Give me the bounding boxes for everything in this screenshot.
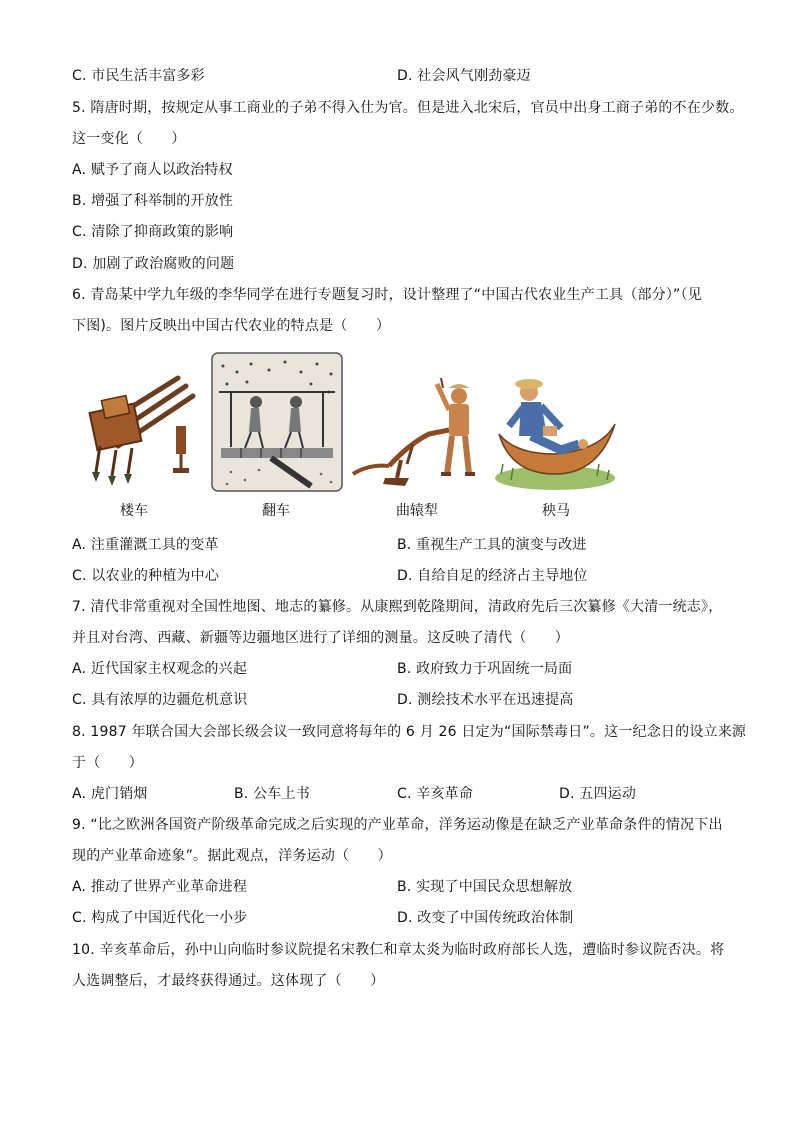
q5-option-a: A. 赋予了商人以政治特权 bbox=[72, 162, 233, 178]
seedling-boat-illustration bbox=[491, 370, 619, 494]
q9-stem-line1: 9. “比之欧洲各国资产阶级革命完成之后实现的产业革命，洋务运动像是在缺乏产业革命条件的情况下出 bbox=[72, 817, 723, 833]
curved-plough-illustration bbox=[349, 374, 491, 492]
q4-option-d: D. 社会风气刚劲豪迈 bbox=[397, 68, 531, 84]
q7-stem-line2: 并且对台湾、西藏、新疆等边疆地区进行了详细的测量。这反映了清代（ ） bbox=[72, 630, 569, 646]
seed-drill-illustration bbox=[78, 368, 200, 490]
q8-option-a: A. 虎门销烟 bbox=[72, 786, 148, 802]
q9-option-a: A. 推动了世界产业革命进程 bbox=[72, 879, 248, 895]
caption-seedling-boat: 秧马 bbox=[542, 503, 570, 519]
q6-stem-line2: 下图)。图片反映出中国古代农业的特点是（ ） bbox=[72, 318, 391, 334]
q7-option-c: C. 具有浓厚的边疆危机意识 bbox=[72, 692, 248, 708]
q8-option-b: B. 公车上书 bbox=[234, 786, 310, 802]
q9-option-c: C. 构成了中国近代化一小步 bbox=[72, 910, 248, 926]
q6-option-c: C. 以农业的种植为中心 bbox=[72, 568, 220, 584]
q8-option-c: C. 辛亥革命 bbox=[397, 786, 474, 802]
q8-stem-line1: 8. 1987 年联合国大会部长级会议一致同意将每年的 6 月 26 日定为“国际禁毒日”。这一纪念日的设立来源 bbox=[72, 724, 747, 740]
q7-stem-line1: 7. 清代非常重视对全国性地图、地志的纂修。从康熙到乾隆期间，清政府先后三次纂修《大清一统志》， bbox=[72, 599, 723, 615]
q7-option-a: A. 近代国家主权观念的兴起 bbox=[72, 661, 248, 677]
q6-option-a: A. 注重灌溉工具的变革 bbox=[72, 537, 219, 553]
caption-seed-drill: 楼车 bbox=[120, 503, 148, 519]
q5-option-c: C. 清除了抑商政策的影响 bbox=[72, 224, 234, 240]
q5-option-d: D. 加剧了政治腐败的问题 bbox=[72, 256, 235, 272]
q9-option-b: B. 实现了中国民众思想解放 bbox=[397, 879, 573, 895]
q8-option-d: D. 五四运动 bbox=[559, 786, 637, 802]
q9-stem-line2: 现的产业革命迹象”。据此观点，洋务运动（ ） bbox=[72, 848, 392, 864]
q7-option-d: D. 测绘技术水平在迅速提高 bbox=[397, 692, 574, 708]
q4-option-c: C. 市民生活丰富多彩 bbox=[72, 68, 205, 84]
caption-water-lift: 翻车 bbox=[262, 503, 290, 519]
q6-stem-line1: 6. 青岛某中学九年级的李华同学在进行专题复习时，设计整理了“中国古代农业生产工具（部分）”（见 bbox=[72, 287, 702, 303]
caption-curved-plough: 曲辕犁 bbox=[396, 503, 438, 519]
q7-option-b: B. 政府致力于巩固统一局面 bbox=[397, 661, 573, 677]
q10-stem-line2: 人选调整后，才最终获得通过。这体现了（ ） bbox=[72, 973, 385, 989]
q5-stem-line2: 这一变化（ ） bbox=[72, 131, 186, 147]
q6-option-d: D. 自给自足的经济占主导地位 bbox=[397, 568, 588, 584]
q6-option-b: B. 重视生产工具的演变与改进 bbox=[397, 537, 587, 553]
q5-stem-line1: 5. 隋唐时期，按规定从事工商业的子弟不得入仕为官。但是进入北宋后，官员中出身工商子弟的不在少数。 bbox=[72, 100, 744, 116]
q10-stem-line1: 10. 辛亥革命后，孙中山向临时参议院提名宋教仁和章太炎为临时政府部长人选，遭临时参议院否决。将 bbox=[72, 942, 725, 958]
q8-stem-line2: 于（ ） bbox=[72, 755, 143, 771]
q5-option-b: B. 增强了科举制的开放性 bbox=[72, 193, 234, 209]
q9-option-d: D. 改变了中国传统政治体制 bbox=[397, 910, 574, 926]
water-lift-woodcut-illustration bbox=[211, 352, 343, 492]
